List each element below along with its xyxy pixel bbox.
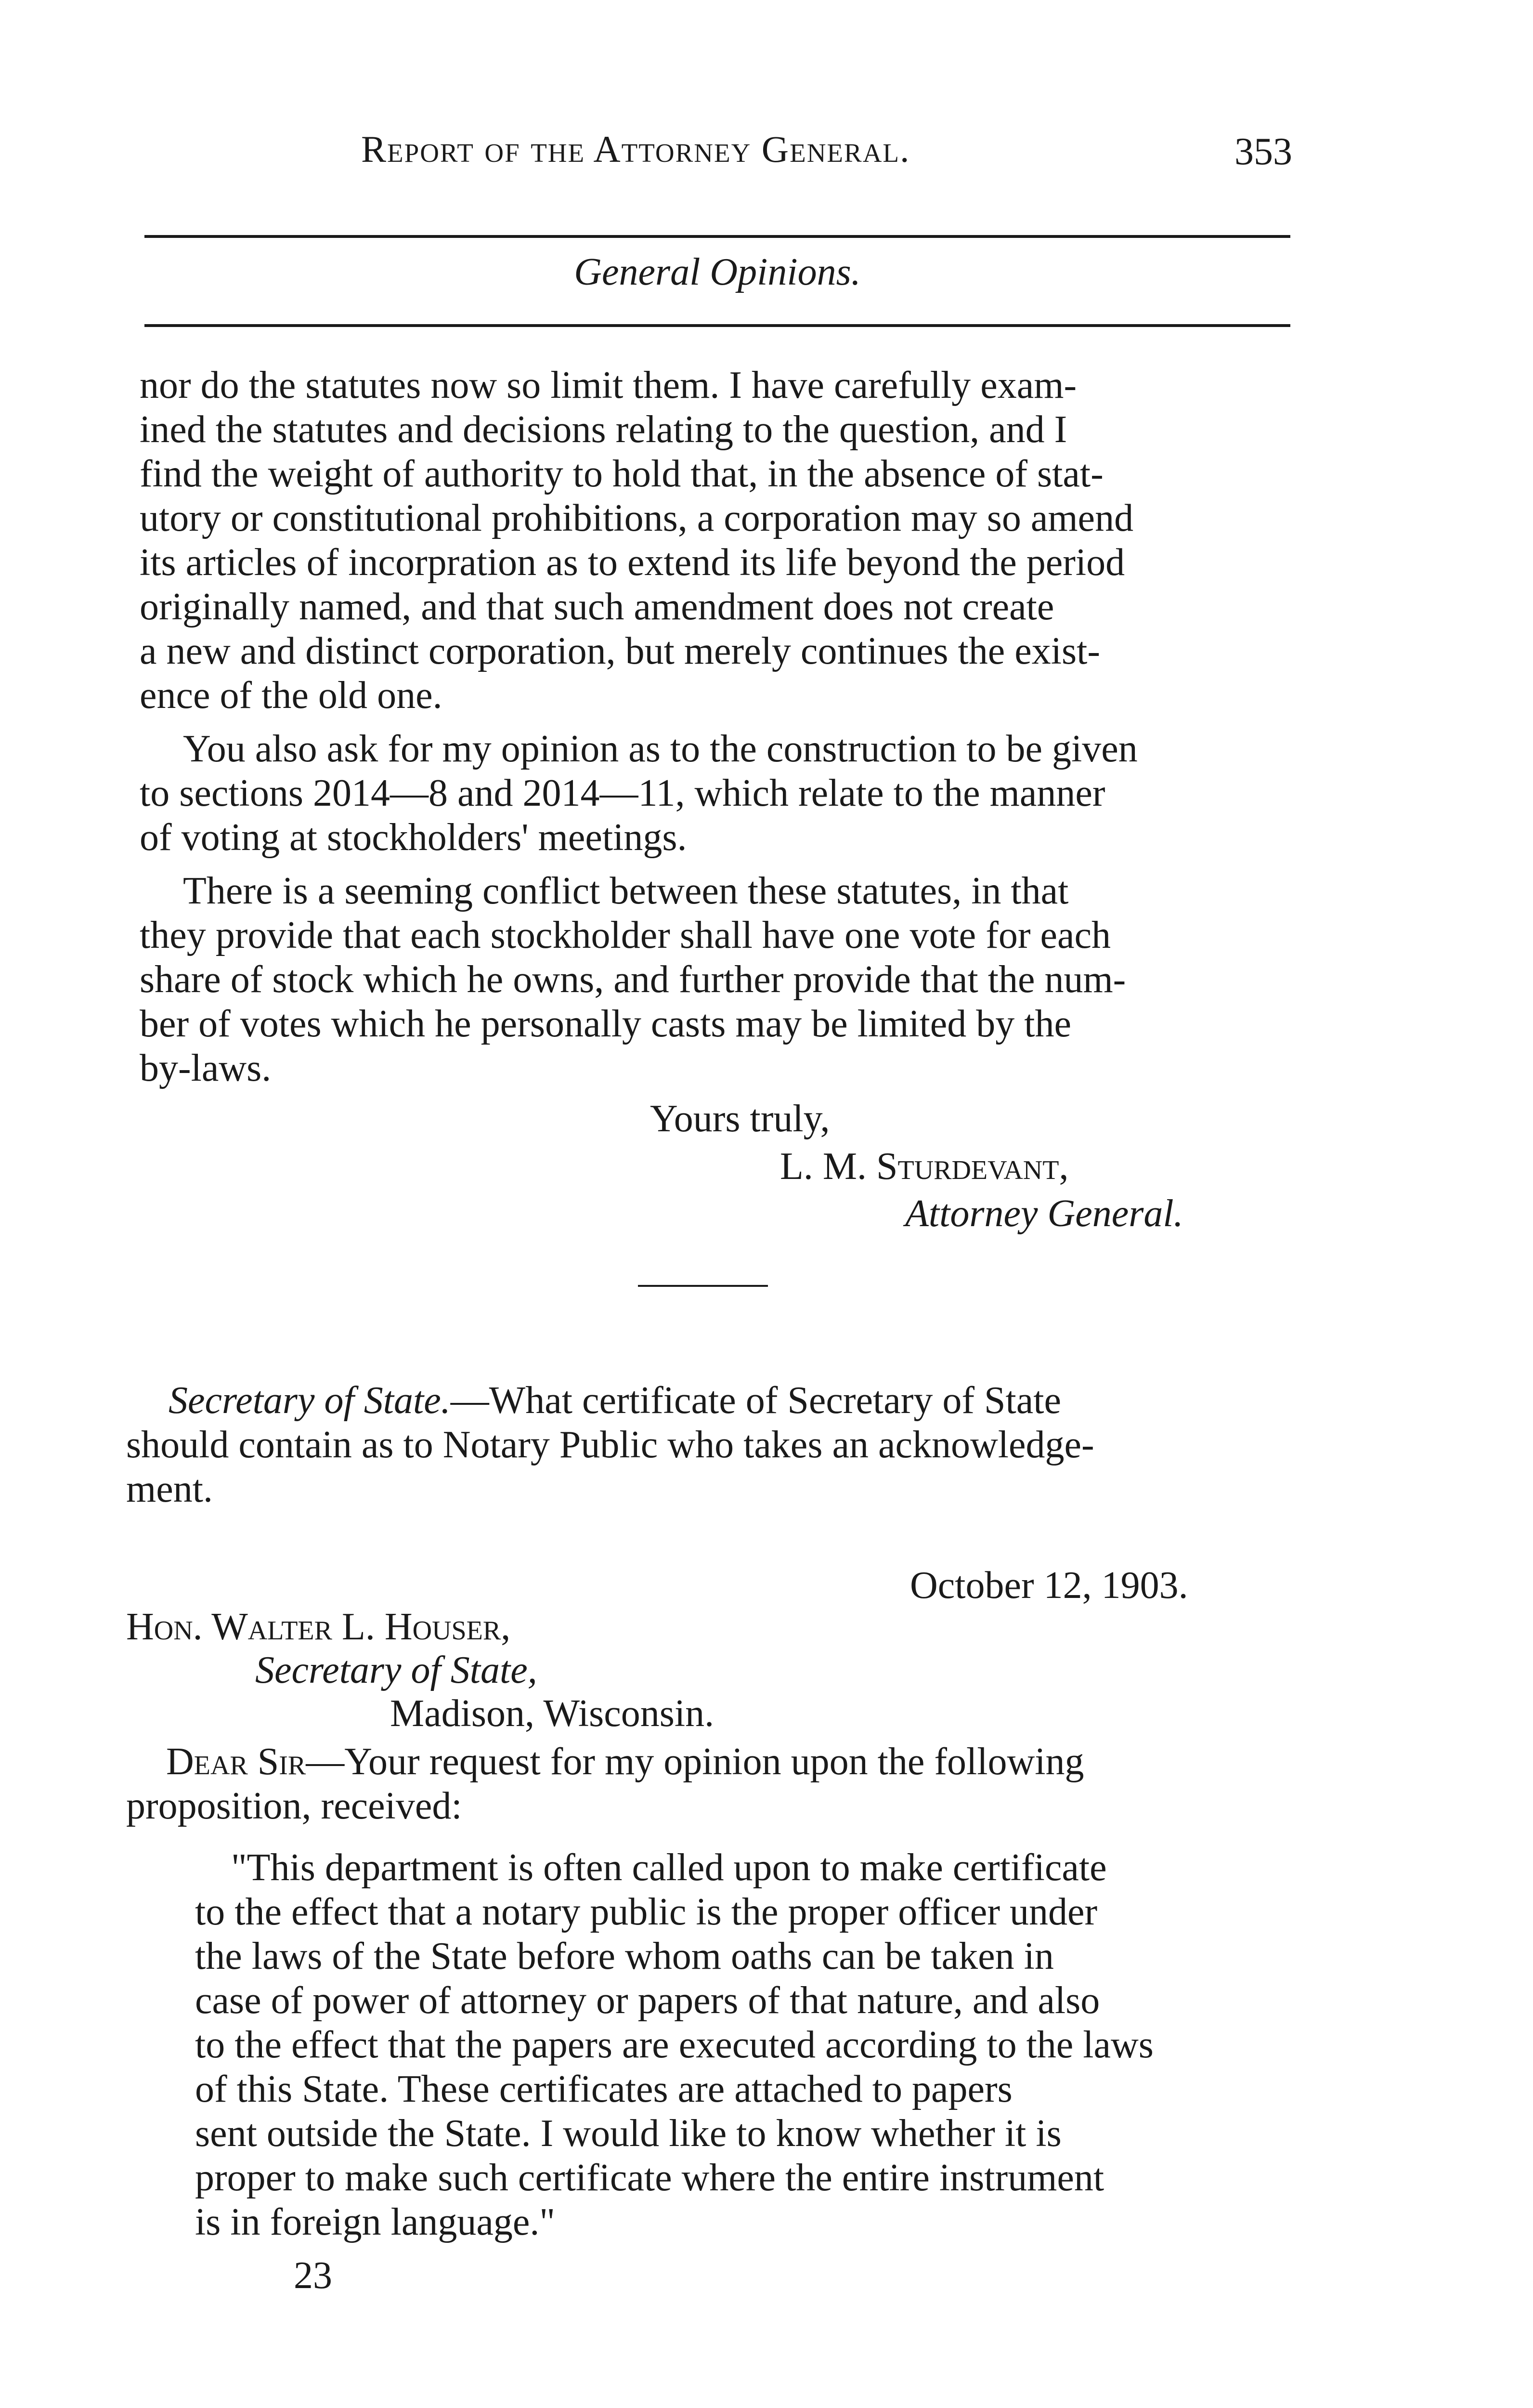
signature-mark: 23: [294, 2254, 332, 2297]
closing: Yours truly,: [650, 1098, 830, 1140]
header-rule-bottom: [144, 324, 1290, 327]
body-line: ber of votes which he personally casts may be limited by the: [140, 1003, 1072, 1045]
body-line: originally named, and that such amendment does not create: [140, 586, 1054, 628]
quote-line: case of power of attorney or papers of that nature, and also: [195, 1979, 1100, 2022]
intro-line: [166, 1742, 1084, 1781]
header-rule-top: [144, 235, 1290, 238]
body-line: nor do the statutes now so limit them. I have carefully exam-: [140, 364, 1077, 406]
body-line: a new and distinct corporation, but merely continues the exist-: [140, 630, 1100, 672]
body-line: utory or constitutional prohibitions, a corporation may so amend: [140, 497, 1134, 539]
headnote-line: [169, 1381, 1061, 1420]
body-line: its articles of incorpration as to extend its life beyond the period: [140, 541, 1125, 584]
headnote-text: —What certificate of Secretary of State: [450, 1379, 1061, 1422]
addressee-place: Madison, Wisconsin.: [390, 1692, 715, 1735]
quote-line: to the effect that a notary public is the proper officer under: [195, 1891, 1098, 1933]
intro-line: proposition, received:: [126, 1785, 462, 1827]
section-title: General Opinions.: [574, 251, 861, 293]
signer-name: L. M. Sturdevant,: [780, 1145, 1069, 1188]
addressee-title: Secretary of State,: [255, 1649, 537, 1691]
headnote-line: ment.: [126, 1468, 213, 1510]
quote-line: the laws of the State before whom oaths can be taken in: [195, 1935, 1054, 1977]
quote-line: proper to make such certificate where the entire instrument: [195, 2157, 1104, 2199]
quote-line: is in foreign language.": [195, 2201, 556, 2243]
signer-title: Attorney General.: [905, 1192, 1183, 1235]
body-line: they provide that each stockholder shall have one vote for each: [140, 914, 1111, 956]
body-line: find the weight of authority to hold that, in the absence of stat-: [140, 453, 1104, 495]
body-line: ined the statutes and decisions relating to the question, and I: [140, 408, 1067, 451]
page-number: 353: [1234, 131, 1292, 173]
quote-line: sent outside the State. I would like to know whether it is: [195, 2112, 1062, 2155]
body-line: ence of the old one.: [140, 674, 442, 717]
body-line: share of stock which he owns, and further provide that the num-: [140, 958, 1126, 1001]
quote-line: to the effect that the papers are executed according to the laws: [195, 2024, 1154, 2066]
body-line: of voting at stockholders' meetings.: [140, 816, 687, 859]
body-line: to sections 2014—8 and 2014—11, which relate to the manner: [140, 772, 1105, 814]
quote-line: of this State. These certificates are attached to papers: [195, 2068, 1013, 2110]
addressee-name: Hon. Walter L. Houser,: [126, 1606, 511, 1648]
intro-text: —Your request for my opinion upon the following: [306, 1741, 1084, 1783]
headnote-subject: Secretary of State.: [169, 1379, 451, 1422]
quote-line: "This department is often called upon to make certificate: [231, 1846, 1107, 1889]
body-line: by-laws.: [140, 1047, 272, 1089]
running-title: Report of the Attorney General.: [361, 128, 910, 170]
body-line: There is a seeming conflict between these statutes, in that: [183, 870, 1069, 912]
body-line: You also ask for my opinion as to the construction to be given: [183, 728, 1138, 770]
section-divider: [638, 1285, 768, 1287]
salutation: Dear Sir: [166, 1741, 306, 1783]
headnote-line: should contain as to Notary Public who takes an acknowledge-: [126, 1424, 1094, 1466]
letter-date: October 12, 1903.: [910, 1564, 1188, 1607]
